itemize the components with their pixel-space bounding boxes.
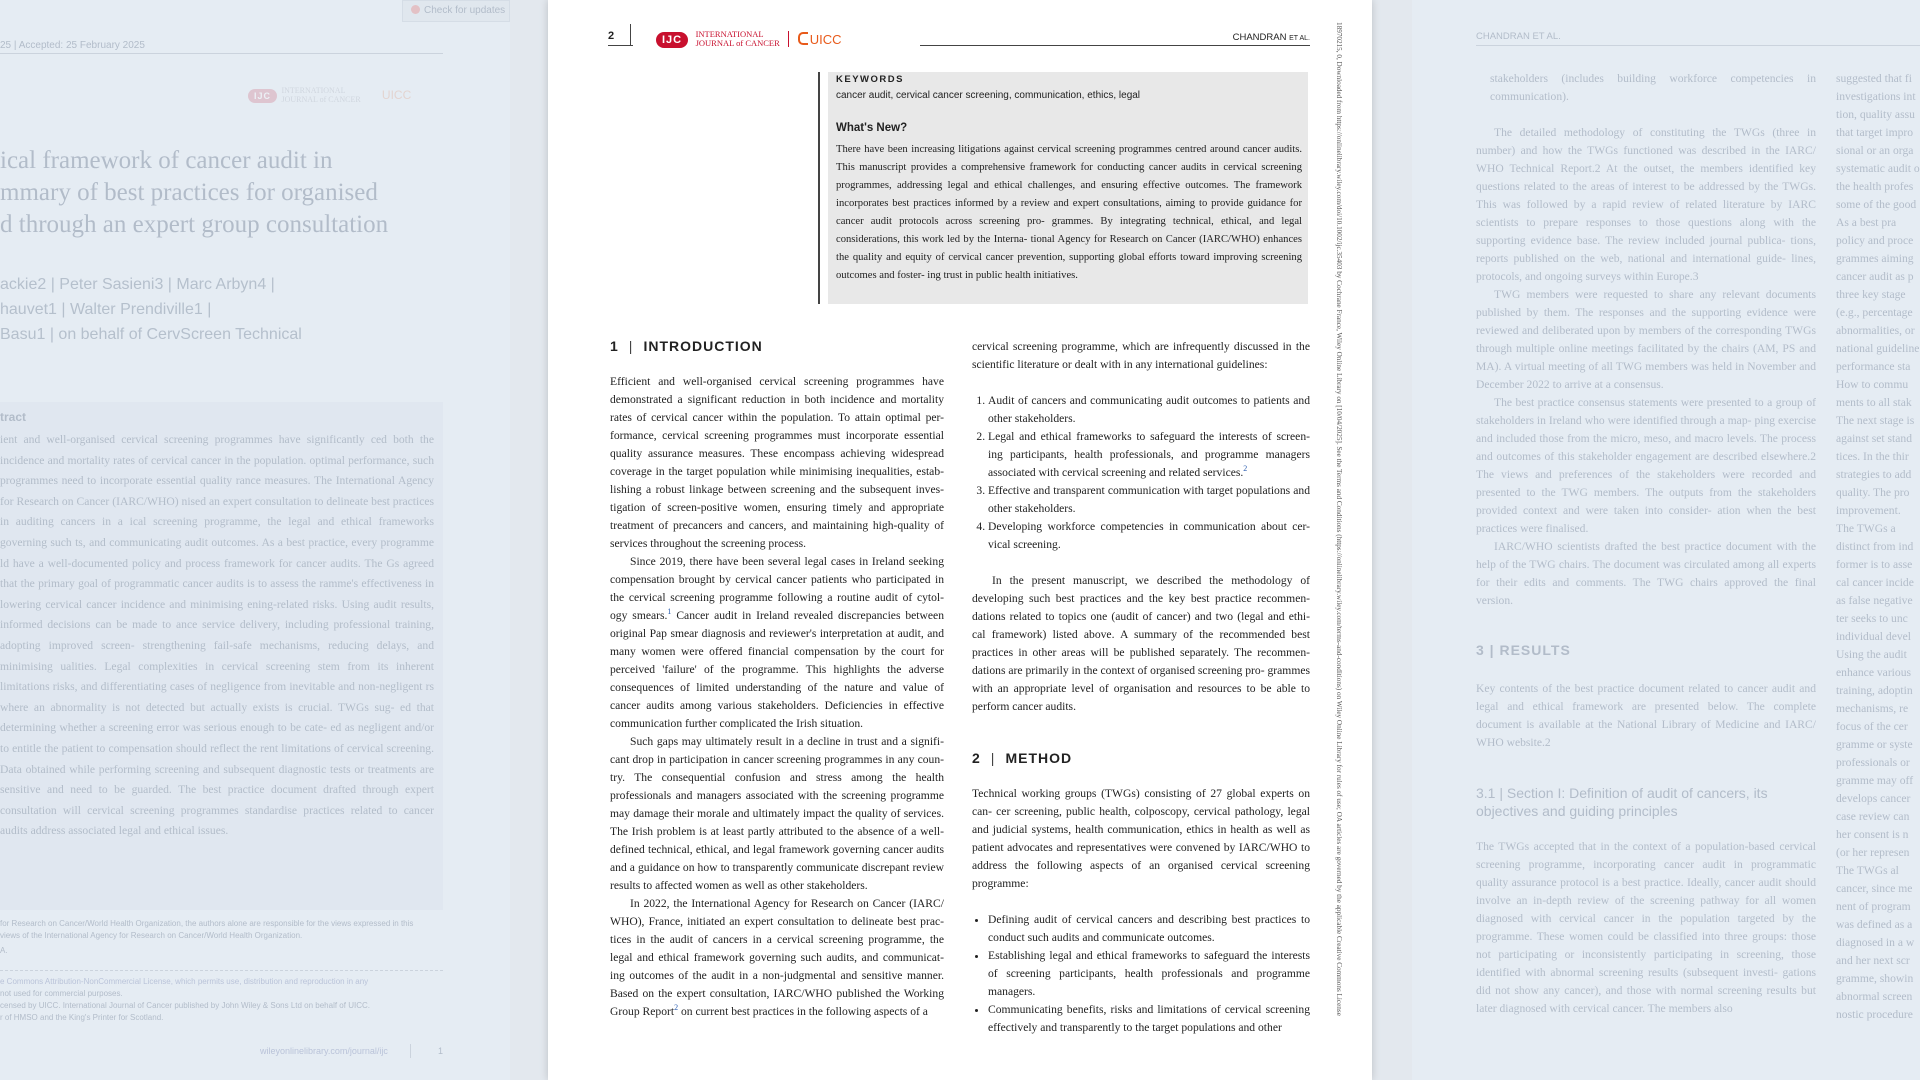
header-rule xyxy=(0,53,443,54)
check-for-updates-button[interactable]: Check for updates xyxy=(402,0,510,22)
column-line: case review can xyxy=(1836,810,1910,823)
title-line: mmary of best practices for organised xyxy=(0,179,378,206)
journal-logo xyxy=(656,30,841,48)
whats-new-text: There have been increasing litigations against cervical screening programmes centred around cancer audits. This manuscript provides a comprehensive framework for conducting cancer audits in cervical screening programmes, addressing legal and ethical challenges, and ensuring effective outcomes. The framework incorporates best practices informed by a review and expert consultations, aiming to provide guidance for cancer audit protocols across screening pro- grammes. By integrating technical, ethical, and legal considerations, this work led by the Interna- tional Agency for Research on Cancer (IARC/WHO) enhances the quality and equity of cervical cancer prevention, supporting global efforts toward improving screening outcomes and foster- ing trust in public health initiatives. xyxy=(836,144,1302,281)
column-line: (e.g., percentage xyxy=(1836,306,1913,319)
footnote-line: views of the International Agency for Research on Cancer/World Health Organization. xyxy=(0,931,303,940)
column-line: gramme may off xyxy=(1836,774,1914,787)
article-dates: 25 | Accepted: 25 February 2025 xyxy=(0,40,145,51)
title-line: d through an expert group consultation xyxy=(0,211,389,238)
bullet-list xyxy=(972,911,1310,1037)
method-body xyxy=(972,785,1310,1037)
column-line: cancer, since me xyxy=(1836,882,1913,895)
logo-name-line: INTERNATIONAL xyxy=(695,29,764,39)
page-number: 1 xyxy=(438,1046,444,1056)
text-run: on current best practices in the following aspects of a xyxy=(678,1005,928,1018)
header-rule xyxy=(1476,45,1920,46)
column-line: As a best pra xyxy=(1836,216,1897,229)
column-line: grammes aiming xyxy=(1836,252,1914,265)
subsection-heading-line: 3.1 | Section I: Definition of audit of cancers, its xyxy=(1476,785,1768,801)
footnote-line: for Research on Cancer/World Health Organization, the authors alone are responsible for the views expressed in this xyxy=(0,919,414,928)
keywords-list: cancer audit, cervical cancer screening, communication, ethics, legal xyxy=(836,90,1141,101)
column-line: against set stand xyxy=(1836,432,1912,445)
keywords-heading: KEYWORDS xyxy=(836,74,904,85)
logo-uicc: UICC xyxy=(798,32,842,47)
text-run: Since 2019, there have been several legal cases in Ireland seeking compensation brought by cervical cancer patients who participated in the cervical screening programme following a routine audit of cytol- ogy smears. xyxy=(610,555,944,622)
column-line: The TWGs a xyxy=(1836,522,1896,535)
column-line: three key stage xyxy=(1836,288,1906,301)
column-line: cal cancer incide xyxy=(1836,576,1914,589)
reference-link[interactable]: 2 xyxy=(674,1003,679,1013)
column-line: ter seeks to unc xyxy=(1836,612,1908,625)
journal-url-link[interactable]: wileyonlinelibrary.com/journal/ijc xyxy=(260,1046,388,1056)
column-line: improvement. xyxy=(1836,504,1901,517)
section-title: INTRODUCTION xyxy=(643,338,763,354)
column-line: enhance various xyxy=(1836,666,1912,679)
list-item xyxy=(988,428,1310,482)
column-line: suggested that fi xyxy=(1836,72,1912,85)
section-number: 2 xyxy=(972,750,981,766)
column-line: nent of program xyxy=(1836,900,1911,913)
license-line: censed by UICC. International Journal of Cancer published by John Wiley & Sons Ltd on behalf of UICC. xyxy=(0,1001,370,1010)
reference-link[interactable]: 1 xyxy=(667,607,672,617)
uicc-mark-icon xyxy=(798,32,808,45)
list-item: • Communicating benefits, risks and limitations of cervical screening effectively and transparently to the target populations and other xyxy=(988,1001,1310,1037)
running-head-author: CHANDRAN xyxy=(1232,32,1287,43)
logo-journal-name xyxy=(696,30,780,48)
logo-journal-name: INTERNATIONAL JOURNAL of CANCER xyxy=(281,86,361,104)
section-number: 1 xyxy=(610,338,619,354)
paragraph xyxy=(610,895,944,1021)
update-icon xyxy=(411,5,420,14)
text-run: Legal and ethical frameworks to safeguard the interests of screen- ing participants, health professionals, and programme managers associated with cervical screening and related services. xyxy=(988,430,1310,479)
ijc-logo-badge: IJC xyxy=(656,32,688,48)
column-line: training, adoptin xyxy=(1836,684,1913,697)
keywords-box-rule xyxy=(818,72,820,304)
abstract-heading: tract xyxy=(0,410,27,424)
column-line: the health profes xyxy=(1836,180,1914,193)
column-line: and her next scr xyxy=(1836,954,1910,967)
column-line: abnormal screen xyxy=(1836,990,1913,1003)
column-line: policy and proce xyxy=(1836,234,1914,247)
footnote-tail: A. xyxy=(0,946,8,955)
paragraph: cervical screening programme, which are infrequently discussed in the scientific literature or dealt with in any international guidelines: xyxy=(972,340,1310,371)
results-heading: 3 | RESULTS xyxy=(1476,642,1571,658)
running-head-suffix: ET AL. xyxy=(1289,35,1310,42)
list-item: • Defining audit of cervical cancers and describing best practices to conduct such audits and communicate outcomes. xyxy=(988,911,1310,947)
column-line: tices. In the thir xyxy=(1836,450,1909,463)
title-line: ical framework of cancer audit in xyxy=(0,147,333,174)
column-line: focus of the cer xyxy=(1836,720,1908,733)
reference-link[interactable]: 2 xyxy=(1243,464,1248,474)
column-line: distinct from ind xyxy=(1836,540,1914,553)
page-number: 2 xyxy=(608,30,615,42)
column-line: as false negative xyxy=(1836,594,1913,607)
funding-footnote xyxy=(0,918,440,942)
paragraph: Technical working groups (TWGs) consisting of 27 global experts on can- cer screening, public health, colposcopy, cervical pathology, legal and judicial systems, health communication, ethics in health as well as patient advocates and representatives were convened by IARC/WHO to address the following aspects of an organised cervical screening programme: xyxy=(972,787,1310,890)
column-line: investigations int xyxy=(1836,90,1916,103)
column-line: systematic audit o xyxy=(1836,162,1920,175)
article-title xyxy=(0,145,388,241)
introduction-body xyxy=(610,373,944,1021)
column-line: performance sta xyxy=(1836,360,1911,373)
column-line: How to commu xyxy=(1836,378,1909,391)
text-run: Cancer audit in Ireland revealed discrepancies between original Pap smear diagnosis and reviewer's interpretation at audit, and many women were offered financial compensation by the court for perceived 'failure' of the programme. This highlights the adverse consequences of limited understanding of the nature and value of cancer audits among various stakeholders. Deficiencies in effective communication further complicated the Irish situation. xyxy=(610,609,944,730)
author-line: hauvet1 | Walter Prendiville1 | xyxy=(0,301,212,318)
section-divider: | xyxy=(628,338,634,354)
column-line: mechanisms, re xyxy=(1836,702,1909,715)
column-line: professionals or xyxy=(1836,756,1910,769)
paragraph: The best practice consensus statements were presented to a group of stakeholders in Ireland who were identified through a map- ping exercise and included those from the micro, meso, and macro levels. The process and outcomes of this stakeholder engagement are described elsewhere.2 The views and preferences of the stakeholders were recorded and presented to the TWG members. The outputs from the stakeholders provided context and were taken into consider- ation when the best practices were finalised. xyxy=(1476,396,1816,535)
column-line: tion, quality assu xyxy=(1836,108,1915,121)
subsection-heading xyxy=(1476,784,1768,820)
whats-new-heading: What's New? xyxy=(836,122,908,134)
column-line: national guideline xyxy=(1836,342,1920,355)
running-head: CHANDRAN ET AL. xyxy=(1476,31,1561,42)
column-line: cancer audit as p xyxy=(1836,270,1914,283)
download-note: 18970215, 0, Downloaded from https://onlinelibrary.wiley.com/doi/10.1002/ijc.35403 by Cochrane France, Wiley Online Library on [10/04/2025]. See the Terms and Conditions (https://onlinelibrary.wiley.com/terms-and-conditions) on Wiley Online Library for rules of use; OA articles are governed by the applicable Creative Commons License xyxy=(1335,22,1343,1016)
column-line: nostic procedure xyxy=(1836,1008,1913,1021)
abstract-text: ient and well-organised cervical screening programmes have significantly ced both the incidence and mortality rates of cervical cancer in the population. optimal performance, such programmes need to incorporate essential quality rance measures. The International Agency for Research on Cancer (IARC/WHO) nised an expert consultation to delineate best practices in auditing cancers in a ical screening programme, the legal and ethical frameworks governing such ts, and communicating audit outcomes. As a best practice, every programme ld have a well-documented policy and process framework for cancer audits. The Gs agreed that the primary goal of programmatic cancer audits is to assess the ramme's effectiveness in lowering cervical cancer incidence and minimising ening-related risks. Using audit results, informed decisions can be made to ance service delivery, including professional training, adopting improved screen- strengthening fail-safe mechanisms, reducing delays, and minimising ualities. Legal complexities in cervical screening stem from its inherent limitations risks, and differentiating cases of negligence from inevitable and non-negligent rs where an abnormality is not detected but actually exists is crucial. TWGs sug- ed that determining whether a screening error was serious enough to be cate- ed as negligent and/or to entitle the patient to compensation should reflect the rent limitations of cervical screening. Data obtained while performing screening and subsequent diagnostic tests or treatments are sensitive and need to be guarded. The best practice document drafted through expert consultation will cervical screening programmes standardise practices related to cancer audits address associated legal and ethical issues. xyxy=(0,433,434,838)
column-line: strategies to add xyxy=(1836,468,1912,481)
subsection-heading-line: objectives and guiding principles xyxy=(1476,803,1678,819)
column-line: her consent is n xyxy=(1836,828,1909,841)
second-column xyxy=(1836,70,1920,1024)
column-line: some of the good xyxy=(1836,198,1917,211)
header-divider xyxy=(630,24,631,46)
license-text xyxy=(0,976,370,1024)
column-line: diagnosed in a w xyxy=(1836,936,1915,949)
author-list xyxy=(0,272,302,347)
column-line: gramme or syste xyxy=(1836,738,1913,751)
paragraph: Efficient and well-organised cervical screening programmes have demonstrated a significant reduction in both incidence and mortality rates of cervical cancer within the population. To attain optimal per- formance, cervical screening programmes must incorporate essential quality assurance measures. These encompass achieving widespread coverage in the target population while minimising inequalities, estab- lishing a robust linkage between screening and the subsequent inves- tigation of screen-positive women, ensuring timely and appropriate treatment of precancers and cancers, and maintaining high-quality of services throughout the screening process. xyxy=(610,375,944,550)
section-divider: | xyxy=(990,750,996,766)
column-line: Using the audit xyxy=(1836,648,1907,661)
paragraph: IARC/WHO scientists drafted the best practice document with the help of the TWG chairs. The document was circulated among all experts for their edits and comments. The TWG chairs approved the final version. xyxy=(1476,540,1816,607)
section-title: METHOD xyxy=(1005,750,1073,766)
license-line: r of HMSO and the King's Printer for Scotland. xyxy=(0,1013,164,1022)
current-page xyxy=(548,0,1372,1080)
method-heading xyxy=(972,750,1072,766)
column-line: individual devel xyxy=(1836,630,1912,643)
journal-logo xyxy=(248,86,411,104)
column-line: that target impro xyxy=(1836,126,1914,139)
header-rule xyxy=(920,45,1310,46)
paragraph: The detailed methodology of constituting the TWGs (three in number) and how the TWGs functioned was described in the IARC/ WHO Technical Report.2 At the outset, the members identified key questions related to the areas of interest to be addressed by the TWGs. This was followed by a rapid review of related literature by IARC scientists to prepare responses to those questions along with the supporting evidence base. The review included journal publica- tions, reports published on the web, national and international guide- lines, protocols, and ongoing surveys within Europe.3 xyxy=(1476,126,1816,283)
column-line: develops cancer xyxy=(1836,792,1911,805)
license-rule xyxy=(0,970,443,971)
column-line: abnormalities, or xyxy=(1836,324,1915,337)
column-line: sional or an orga xyxy=(1836,144,1914,157)
paragraph: Such gaps may ultimately result in a decline in trust and a signifi- cant drop in participation in cancer screening programmes in any coun- try. The consequential confusion and stress among the health professionals and managers associated with the screening programme may damage their morale and ultimately impact the quality of services. The Irish problem is at least partly attributed to the absence of a well- defined technical, ethical, and legal framework governing cancer audits and a guidance on how to transparently communicate discrepant review results to affected women as well as other stakeholders. xyxy=(610,735,944,892)
previous-page xyxy=(0,0,510,1080)
numbered-list xyxy=(972,392,1310,554)
list-item: • Establishing legal and ethical frameworks to safeguard the interests of screening participants, health professionals and programme managers. xyxy=(988,947,1310,1001)
column-line: former is to asse xyxy=(1836,558,1913,571)
paragraph: Key contents of the best practice document related to cancer audit and legal and ethical framework are presented below. The complete document is available at the National Library of Medicine and IARC/ WHO website.2 xyxy=(1476,682,1816,749)
list-item: 1. Audit of cancers and communicating audit outcomes to patients and other stakeholders. xyxy=(988,392,1310,428)
paragraph: The TWGs accepted that in the context of a population-based cervical screening programme, incorporating cancer audit in programmatic quality assurance protocol is a best practice. Ideally, cancer audit should involve an in-depth review of the screening pathway for all women diagnosed with cervical cancer in the population targeted by the programme. These women could be classified into three groups: those not participating or inconsistently participating in screening, those identified with abnormal screening results (subsequent investi- gations did not show any cancer), and those with normal screening results but later diagnosed with cervical cancer. The members also xyxy=(1476,840,1816,1015)
next-page xyxy=(1412,0,1920,1080)
column-line: The TWGs al xyxy=(1836,864,1899,877)
running-head xyxy=(1233,32,1310,43)
text-run: In 2022, the International Agency for Research on Cancer (IARC/ WHO), France, initiated an expert consultation to delineate best prac- tices in the audit of cancers in a cervical screening programme, the legal and ethical framework governing such audits, and communicat- ing outcomes of the audit in a non-judgmental and sensitive manner. Based on the expert consultation, IARC/WHO published the Working Group Report xyxy=(610,897,944,1018)
list-item: 3. Effective and transparent communication with target populations and other stakeholders. xyxy=(988,482,1310,518)
license-line: not used for commercial purposes. xyxy=(0,989,123,998)
logo-uicc: UICC xyxy=(381,88,412,103)
column-line: was defined as a xyxy=(1836,918,1913,931)
column-line: gramme, showin xyxy=(1836,972,1914,985)
column-line: (or her represen xyxy=(1836,846,1910,859)
ijc-logo-badge: IJC xyxy=(248,89,277,103)
column-line: quality. The pro xyxy=(1836,486,1910,499)
header-underline xyxy=(608,45,633,46)
column-line: ments to all stak xyxy=(1836,396,1912,409)
logo-name-line: JOURNAL of CANCER xyxy=(695,38,780,48)
paragraph: TWG members were requested to share any relevant documents published by them. The responses and the supporting evidence were reviewed and deliberated upon by members of the corresponding TWGs through multiple online meetings facilitated by the chairs (AM, PS and MA). A virtual meeting of all TWG members was held in November and December 2022 to arrive at a consensus. xyxy=(1476,288,1816,391)
footer-divider xyxy=(410,1044,411,1058)
paragraph: In the present manuscript, we described the methodology of developing such best practices and the key best practice recommen- dations related to topics one (audit of cancer) and two (legal and ethi- cal framework) listed above. A summary of the recommended best practices in other areas will be published separately. The recommen- dations are primarily in the context of organised screening pro- grammes with an appropriate level of organisation and resources to be able to perform cancer audits. xyxy=(972,574,1310,713)
list-item: 4. Developing workforce competencies in communication about cer- vical screening. xyxy=(988,518,1310,554)
logo-divider xyxy=(788,31,789,47)
license-line: e Commons Attribution-NonCommercial License, which permits use, distribution and reproduction in any xyxy=(0,977,369,986)
column-line: The next stage is xyxy=(1836,414,1915,427)
introduction-heading xyxy=(610,338,763,354)
paragraph: stakeholders (includes building workforce competencies in communication). xyxy=(1490,72,1816,103)
author-line: ackie2 | Peter Sasieni3 | Marc Arbyn4 | xyxy=(0,276,275,293)
paragraph xyxy=(610,553,944,733)
introduction-continued xyxy=(972,338,1310,716)
author-line: Basu1 | on behalf of CervScreen Technical xyxy=(0,326,302,343)
